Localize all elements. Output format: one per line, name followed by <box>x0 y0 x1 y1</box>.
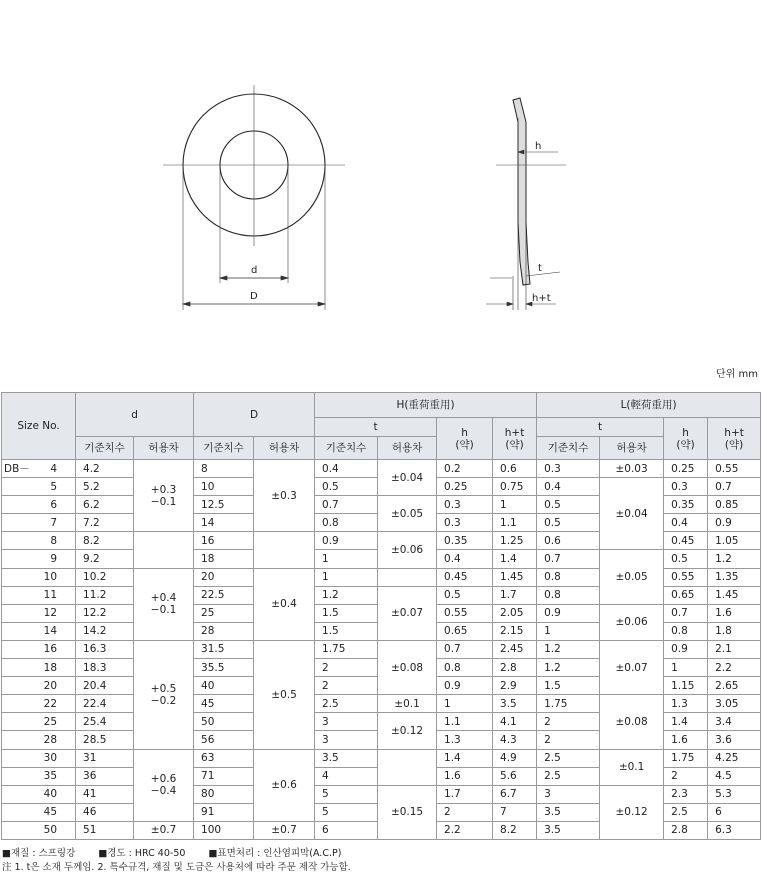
D-nominal: 8 <box>194 460 254 478</box>
H-h: 1 <box>437 695 493 713</box>
L-h-plus-t: 6 <box>708 803 761 821</box>
D-nominal: 28 <box>194 622 254 640</box>
d-nominal: 10.2 <box>76 568 134 586</box>
L-t-nominal: 3.5 <box>537 821 600 839</box>
L-t-nominal: 1.75 <box>537 695 600 713</box>
H-h-plus-t: 8.2 <box>493 821 537 839</box>
H-h: 1.1 <box>437 713 493 731</box>
D-tolerance: ±0.7 <box>254 821 315 839</box>
H-h: 0.9 <box>437 677 493 695</box>
H-h: 0.8 <box>437 659 493 677</box>
d-nominal: 36 <box>76 767 134 785</box>
L-t-tolerance: ±0.06 <box>600 604 664 640</box>
D-nominal: 40 <box>194 677 254 695</box>
L-t-nominal: 0.8 <box>537 586 600 604</box>
series-prefix <box>2 803 42 821</box>
D-nominal: 71 <box>194 767 254 785</box>
L-h: 2 <box>664 767 708 785</box>
d-tolerance <box>134 568 194 640</box>
L-h-plus-t: 1.05 <box>708 532 761 550</box>
d-nominal: 28.5 <box>76 731 134 749</box>
size-no: 18 <box>42 659 76 677</box>
L-h: 0.8 <box>664 622 708 640</box>
L-h-plus-t: 1.8 <box>708 622 761 640</box>
H-h-plus-t: 2.05 <box>493 604 537 622</box>
L-h: 1.75 <box>664 749 708 767</box>
d-nominal: 46 <box>76 803 134 821</box>
header-D: D <box>194 393 315 437</box>
H-t-nominal: 3 <box>315 731 378 749</box>
L-h: 1.6 <box>664 731 708 749</box>
L-h-plus-t: 6.3 <box>708 821 761 839</box>
unit-label: 단위 mm <box>716 369 758 380</box>
H-h-plus-t: 4.3 <box>493 731 537 749</box>
d-tolerance-minus: −0.1 <box>150 495 177 508</box>
H-h-plus-t: 2.45 <box>493 640 537 658</box>
L-h-plus-t: 1.45 <box>708 586 761 604</box>
D-nominal: 63 <box>194 749 254 767</box>
H-h: 0.25 <box>437 478 493 496</box>
D-nominal: 45 <box>194 695 254 713</box>
header-H-t-tolerance: 허용차 <box>378 437 437 460</box>
D-nominal: 35.5 <box>194 659 254 677</box>
series-prefix <box>2 821 42 839</box>
d-nominal: 14.2 <box>76 622 134 640</box>
d-tolerance <box>134 532 194 568</box>
table-row <box>2 749 761 767</box>
H-h-plus-t: 0.75 <box>493 478 537 496</box>
series-prefix <box>2 785 42 803</box>
H-t-nominal: 2 <box>315 659 378 677</box>
H-t-tolerance: ±0.05 <box>378 496 437 532</box>
size-no: 16 <box>42 640 76 658</box>
H-h-plus-t: 7 <box>493 803 537 821</box>
L-h: 1.15 <box>664 677 708 695</box>
L-t-nominal: 3.5 <box>537 803 600 821</box>
table-row <box>2 785 761 803</box>
H-t-tolerance: ±0.1 <box>378 695 437 713</box>
D-nominal: 80 <box>194 785 254 803</box>
L-t-tolerance: ±0.05 <box>600 550 664 604</box>
D-nominal: 22.5 <box>194 586 254 604</box>
H-h-plus-t: 1.7 <box>493 586 537 604</box>
header-H-ht: h+t (약) <box>493 418 537 460</box>
size-no: 28 <box>42 731 76 749</box>
D-nominal: 20 <box>194 568 254 586</box>
L-t-nominal: 2.5 <box>537 767 600 785</box>
H-t-nominal: 1 <box>315 568 378 586</box>
H-t-nominal: 1.5 <box>315 604 378 622</box>
series-prefix <box>2 478 42 496</box>
H-t-nominal: 0.7 <box>315 496 378 514</box>
L-h-plus-t: 4.5 <box>708 767 761 785</box>
L-t-tolerance: ±0.08 <box>600 695 664 749</box>
table-row <box>2 460 761 478</box>
d-nominal: 41 <box>76 785 134 803</box>
L-t-nominal: 2 <box>537 731 600 749</box>
H-h: 2.2 <box>437 821 493 839</box>
d-tolerance-plus: +0.6 <box>150 773 177 786</box>
H-h: 0.2 <box>437 460 493 478</box>
L-t-nominal: 0.8 <box>537 568 600 586</box>
L-t-nominal: 0.7 <box>537 550 600 568</box>
header-D-tolerance: 허용차 <box>254 437 315 460</box>
size-no: 40 <box>42 785 76 803</box>
D-nominal: 18 <box>194 550 254 568</box>
L-t-nominal: 0.3 <box>537 460 600 478</box>
size-no: 11 <box>42 586 76 604</box>
H-h-plus-t: 2.15 <box>493 622 537 640</box>
series-prefix <box>2 659 42 677</box>
size-no: 14 <box>42 622 76 640</box>
size-no: 50 <box>42 821 76 839</box>
side-view <box>496 98 566 285</box>
size-no: 25 <box>42 713 76 731</box>
D-tolerance: ±0.3 <box>254 460 315 532</box>
H-h-plus-t: 1.1 <box>493 514 537 532</box>
H-h: 0.7 <box>437 640 493 658</box>
H-t-nominal: 4 <box>315 767 378 785</box>
size-no: 7 <box>42 514 76 532</box>
header-L-h: h (약) <box>664 418 708 460</box>
size-no: 45 <box>42 803 76 821</box>
L-h: 1.4 <box>664 713 708 731</box>
H-h: 0.55 <box>437 604 493 622</box>
note-hardness: ■경도 : HRC 40-50 <box>98 848 186 859</box>
L-t-nominal: 1.2 <box>537 640 600 658</box>
L-h: 0.9 <box>664 640 708 658</box>
header-L-t-nominal: 기준치수 <box>537 437 600 460</box>
H-h-plus-t: 0.6 <box>493 460 537 478</box>
series-prefix <box>2 622 42 640</box>
H-h: 2 <box>437 803 493 821</box>
size-no: 35 <box>42 767 76 785</box>
L-h: 0.4 <box>664 514 708 532</box>
series-prefix <box>2 514 42 532</box>
H-t-nominal: 1.2 <box>315 586 378 604</box>
spec-table-header <box>2 393 761 460</box>
header-H-t: t <box>315 418 437 437</box>
size-no: 5 <box>42 478 76 496</box>
series-prefix <box>2 731 42 749</box>
size-no: 10 <box>42 568 76 586</box>
d-nominal: 7.2 <box>76 514 134 532</box>
spec-table-body <box>2 460 761 840</box>
L-h-plus-t: 0.9 <box>708 514 761 532</box>
series-prefix <box>2 532 42 550</box>
D-nominal: 25 <box>194 604 254 622</box>
series-prefix <box>2 496 42 514</box>
L-t-nominal: 0.5 <box>537 496 600 514</box>
L-h-plus-t: 5.3 <box>708 785 761 803</box>
header-H-t-nominal: 기준치수 <box>315 437 378 460</box>
series-prefix: DB－ <box>2 460 42 478</box>
note-remarks: 注 1. t은 소재 두께임. 2. 특수규격, 재질 및 도금은 사용처에 따라 주문 제작 가능함. <box>2 862 351 873</box>
d-tolerance-plus: +0.4 <box>150 592 177 605</box>
H-h-plus-t: 2.8 <box>493 659 537 677</box>
L-h-plus-t: 2.1 <box>708 640 761 658</box>
series-prefix <box>2 586 42 604</box>
L-t-nominal: 3 <box>537 785 600 803</box>
spec-table <box>1 392 761 840</box>
L-h: 0.7 <box>664 604 708 622</box>
L-t-nominal: 1.2 <box>537 659 600 677</box>
D-tolerance <box>254 532 315 568</box>
D-nominal: 10 <box>194 478 254 496</box>
D-nominal: 56 <box>194 731 254 749</box>
H-h: 0.3 <box>437 496 493 514</box>
H-t-nominal: 0.8 <box>315 514 378 532</box>
d-nominal: 51 <box>76 821 134 839</box>
D-nominal: 12.5 <box>194 496 254 514</box>
series-prefix <box>2 749 42 767</box>
H-t-nominal: 5 <box>315 803 378 821</box>
H-t-tolerance: ±0.15 <box>378 785 437 839</box>
series-prefix <box>2 640 42 658</box>
H-h: 1.7 <box>437 785 493 803</box>
header-light-load: L(輕荷重用) <box>537 393 761 418</box>
H-h-plus-t: 6.7 <box>493 785 537 803</box>
D-nominal: 100 <box>194 821 254 839</box>
L-t-tolerance: ±0.03 <box>600 460 664 478</box>
D-nominal: 91 <box>194 803 254 821</box>
L-h-plus-t: 3.4 <box>708 713 761 731</box>
H-h-plus-t: 4.1 <box>493 713 537 731</box>
L-h: 0.55 <box>664 568 708 586</box>
H-h: 0.3 <box>437 514 493 532</box>
size-no: 4 <box>42 460 76 478</box>
L-h-plus-t: 3.05 <box>708 695 761 713</box>
H-h-plus-t: 2.9 <box>493 677 537 695</box>
L-t-nominal: 2.5 <box>537 749 600 767</box>
H-h-plus-t: 5.6 <box>493 767 537 785</box>
L-h: 0.35 <box>664 496 708 514</box>
L-h: 2.5 <box>664 803 708 821</box>
H-t-nominal: 5 <box>315 785 378 803</box>
header-d-tolerance: 허용차 <box>134 437 194 460</box>
L-h: 1 <box>664 659 708 677</box>
header-L-t: t <box>537 418 664 437</box>
L-h-plus-t: 3.6 <box>708 731 761 749</box>
H-t-nominal: 1.75 <box>315 640 378 658</box>
size-no: 20 <box>42 677 76 695</box>
dimension-d <box>220 276 288 280</box>
d-tolerance <box>134 821 194 839</box>
L-h-plus-t: 1.6 <box>708 604 761 622</box>
H-t-nominal: 2 <box>315 677 378 695</box>
d-nominal: 16.3 <box>76 640 134 658</box>
H-h: 1.3 <box>437 731 493 749</box>
H-h-plus-t: 1.45 <box>493 568 537 586</box>
D-nominal: 14 <box>194 514 254 532</box>
L-h: 2.8 <box>664 821 708 839</box>
size-no: 9 <box>42 550 76 568</box>
d-tolerance-plus: ±0.7 <box>150 824 177 837</box>
H-t-nominal: 1 <box>315 550 378 568</box>
header-L-ht: h+t (약) <box>708 418 761 460</box>
d-tolerance-plus: +0.5 <box>150 682 177 695</box>
header-heavy-load: H(重荷重用) <box>315 393 537 418</box>
H-h: 0.5 <box>437 586 493 604</box>
size-no: 8 <box>42 532 76 550</box>
L-h: 1.3 <box>664 695 708 713</box>
d-nominal: 22.4 <box>76 695 134 713</box>
L-h: 0.5 <box>664 550 708 568</box>
series-prefix <box>2 604 42 622</box>
H-t-tolerance: ±0.06 <box>378 532 437 568</box>
d-nominal: 11.2 <box>76 586 134 604</box>
header-H-h: h (약) <box>437 418 493 460</box>
H-h: 0.45 <box>437 568 493 586</box>
H-t-nominal: 3.5 <box>315 749 378 767</box>
header-size-no: Size No. <box>2 393 76 460</box>
size-no: 22 <box>42 695 76 713</box>
D-tolerance: ±0.6 <box>254 749 315 821</box>
dimension-D <box>183 302 325 306</box>
d-tolerance-minus: −0.1 <box>150 604 177 617</box>
d-tolerance <box>134 749 194 821</box>
H-t-nominal: 6 <box>315 821 378 839</box>
H-t-nominal: 2.5 <box>315 695 378 713</box>
table-row <box>2 695 761 713</box>
L-t-nominal: 0.4 <box>537 478 600 496</box>
size-no: 30 <box>42 749 76 767</box>
L-h-plus-t: 0.55 <box>708 460 761 478</box>
d-nominal: 18.3 <box>76 659 134 677</box>
d-tolerance-minus: −0.4 <box>150 785 177 798</box>
label-D: D <box>250 291 258 302</box>
d-nominal: 20.4 <box>76 677 134 695</box>
H-h: 0.65 <box>437 622 493 640</box>
L-h-plus-t: 0.85 <box>708 496 761 514</box>
L-h: 2.3 <box>664 785 708 803</box>
H-h-plus-t: 4.9 <box>493 749 537 767</box>
L-t-tolerance: ±0.07 <box>600 640 664 694</box>
H-h-plus-t: 3.5 <box>493 695 537 713</box>
d-tolerance-minus: −0.2 <box>150 694 177 707</box>
H-t-tolerance: ±0.12 <box>378 713 437 749</box>
size-no: 6 <box>42 496 76 514</box>
L-h-plus-t: 2.2 <box>708 659 761 677</box>
D-nominal: 16 <box>194 532 254 550</box>
label-h-plus-t: h+t <box>532 293 551 304</box>
H-h: 0.35 <box>437 532 493 550</box>
H-t-nominal: 0.5 <box>315 478 378 496</box>
L-t-nominal: 0.6 <box>537 532 600 550</box>
L-h: 0.3 <box>664 478 708 496</box>
d-nominal: 25.4 <box>76 713 134 731</box>
series-prefix <box>2 695 42 713</box>
label-h: h <box>535 141 542 152</box>
d-nominal: 12.2 <box>76 604 134 622</box>
L-h: 0.45 <box>664 532 708 550</box>
d-tolerance <box>134 460 194 532</box>
L-t-tolerance: ±0.12 <box>600 785 664 839</box>
d-nominal: 8.2 <box>76 532 134 550</box>
L-h-plus-t: 4.25 <box>708 749 761 767</box>
L-h: 0.65 <box>664 586 708 604</box>
note-material: ■재질 : 스프링강 <box>2 848 76 859</box>
L-t-tolerance: ±0.1 <box>600 749 664 785</box>
H-h: 1.6 <box>437 767 493 785</box>
L-t-nominal: 1 <box>537 622 600 640</box>
L-t-tolerance: ±0.04 <box>600 478 664 550</box>
footnotes <box>2 847 361 875</box>
header-L-t-tolerance: 허용차 <box>600 437 664 460</box>
table-row <box>2 640 761 658</box>
D-nominal: 31.5 <box>194 640 254 658</box>
H-t-tolerance: ±0.04 <box>378 460 437 496</box>
L-h-plus-t: 1.35 <box>708 568 761 586</box>
H-h-plus-t: 1 <box>493 496 537 514</box>
D-tolerance: ±0.5 <box>254 640 315 749</box>
H-h: 0.4 <box>437 550 493 568</box>
series-prefix <box>2 568 42 586</box>
series-prefix <box>2 550 42 568</box>
d-nominal: 5.2 <box>76 478 134 496</box>
d-nominal: 6.2 <box>76 496 134 514</box>
H-t-nominal: 1.5 <box>315 622 378 640</box>
H-h-plus-t: 1.25 <box>493 532 537 550</box>
label-d: d <box>251 265 258 276</box>
H-t-nominal: 0.4 <box>315 460 378 478</box>
note-surface-treatment: ■표면처리 : 인산염피막(A.C.P) <box>208 848 342 859</box>
d-nominal: 9.2 <box>76 550 134 568</box>
H-t-tolerance <box>378 749 437 785</box>
H-h: 1.4 <box>437 749 493 767</box>
H-t-tolerance: ±0.07 <box>378 586 437 640</box>
label-t: t <box>538 263 542 274</box>
d-nominal: 31 <box>76 749 134 767</box>
d-nominal: 4.2 <box>76 460 134 478</box>
series-prefix <box>2 677 42 695</box>
size-no: 12 <box>42 604 76 622</box>
D-nominal: 50 <box>194 713 254 731</box>
L-t-nominal: 2 <box>537 713 600 731</box>
header-d: d <box>76 393 194 437</box>
H-t-tolerance: ±0.08 <box>378 640 437 694</box>
L-h-plus-t: 1.2 <box>708 550 761 568</box>
L-h-plus-t: 2.65 <box>708 677 761 695</box>
H-h-plus-t: 1.4 <box>493 550 537 568</box>
L-t-nominal: 0.5 <box>537 514 600 532</box>
header-d-nominal: 기준치수 <box>76 437 134 460</box>
D-tolerance: ±0.4 <box>254 568 315 640</box>
washer-drawing <box>0 0 762 360</box>
series-prefix <box>2 767 42 785</box>
L-t-nominal: 0.9 <box>537 604 600 622</box>
d-tolerance-plus: +0.3 <box>150 483 177 496</box>
d-tolerance <box>134 640 194 749</box>
L-h-plus-t: 0.7 <box>708 478 761 496</box>
header-D-nominal: 기준치수 <box>194 437 254 460</box>
series-prefix <box>2 713 42 731</box>
H-t-tolerance <box>378 568 437 586</box>
L-t-nominal: 1.5 <box>537 677 600 695</box>
H-t-nominal: 0.9 <box>315 532 378 550</box>
L-h: 0.25 <box>664 460 708 478</box>
H-t-nominal: 3 <box>315 713 378 731</box>
